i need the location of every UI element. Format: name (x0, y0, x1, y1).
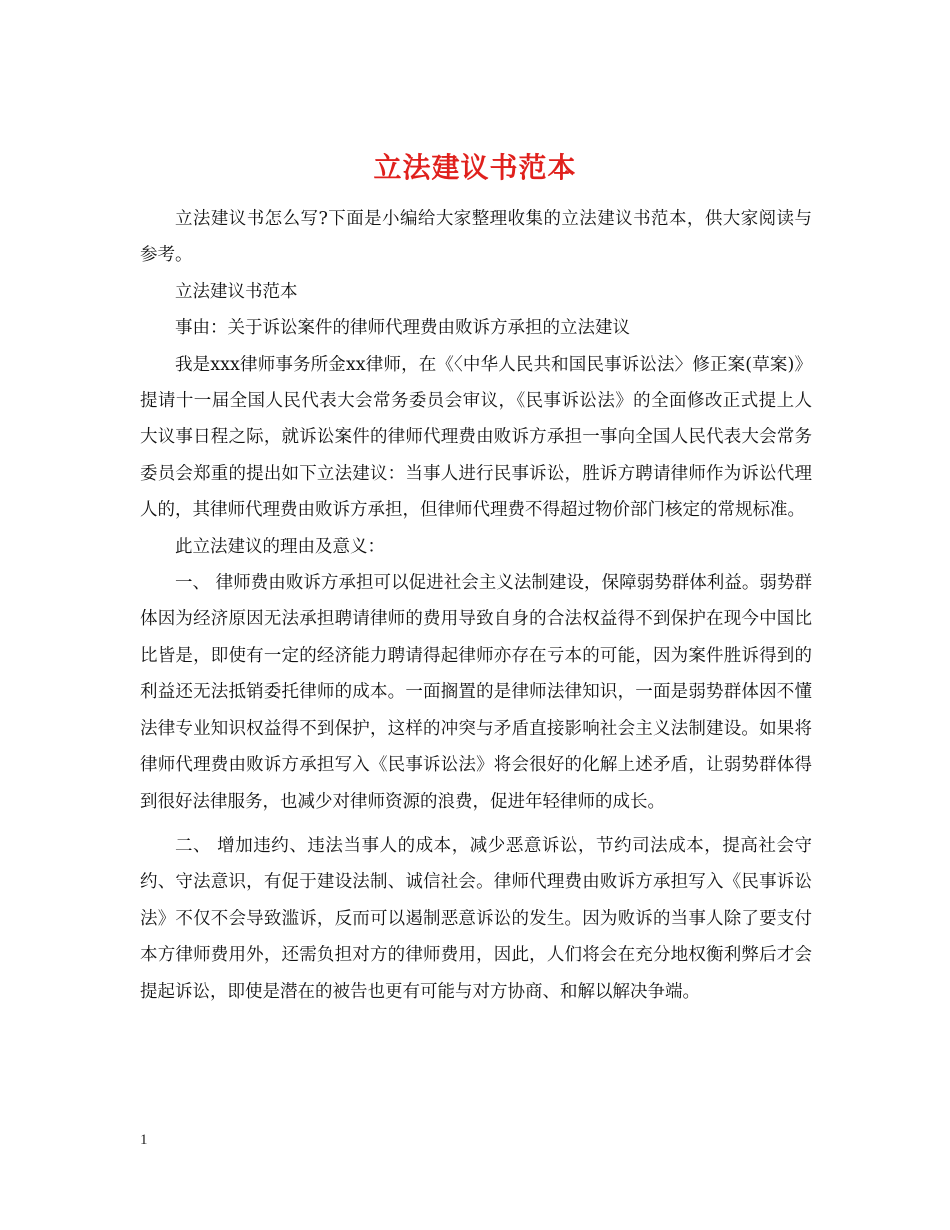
reason-two-paragraph: 二、 增加违约、违法当事人的成本，减少恶意诉讼，节约司法成本，提高社会守约、守法意识，有促于建设法制、诚信社会。律师代理费由败诉方承担写入《民事诉讼法》不仅不会导致滥诉，反而可以遏制恶意诉讼的发生。因为败诉的当事人除了要支付本方律师费用外，还需负担对方的律师费用，因此，人们将会在充分地权衡利弊后才会提起诉讼，即使是潜在的被告也更有可能与对方协商、和解以解决争端。 (140, 835, 812, 1002)
section-heading: 立法建议书范本 (175, 281, 298, 302)
page-number: 1 (140, 1132, 148, 1148)
paragraph-gap (140, 820, 812, 828)
intro-paragraph: 立法建议书怎么写?下面是小编给大家整理收集的立法建议书范本，供大家阅读与参考。 (140, 209, 812, 266)
document-title: 立法建议书范本 (373, 150, 577, 184)
reasons-heading: 此立法建议的理由及意义： (175, 536, 385, 557)
subject-line: 事由：关于诉讼案件的律师代理费由败诉方承担的立法建议 (175, 318, 630, 339)
proposal-paragraph: 我是xxx律师事务所金xx律师，在《〈中华人民共和国民事诉讼法〉修正案(草案)》提请十一届全国人民代表大会常务委员会审议，《民事诉讼法》的全面修改正式提上人大议事日程之际，就诉讼案件的律师代理费由败诉方承担一事向全国人民代表大会常务委员会郑重的提出如下立法建议：当事人进行民事诉讼，胜诉方聘请律师作为诉讼代理人的，其律师代理费由败诉方承担，但律师代理费不得超过物价部门核定的常规标准。 (140, 354, 812, 521)
document-body (140, 201, 812, 1010)
reason-one-paragraph: 一、 律师费由败诉方承担可以促进社会主义法制建设，保障弱势群体利益。弱势群体因为经济原因无法承担聘请律师的费用导致自身的合法权益得不到保护在现今中国比比皆是，即使有一定的经济能力聘请得起律师亦存在亏本的可能，因为案件胜诉得到的利益还无法抵销委托律师的成本。一面搁置的是律师法律知识，一面是弱势群体因不懂法律专业知识权益得不到保护，这样的冲突与矛盾直接影响社会主义法制建设。如果将律师代理费由败诉方承担写入《民事诉讼法》将会很好的化解上述矛盾，让弱势群体得到很好法律服务，也减少对律师资源的浪费，促进年轻律师的成长。 (140, 573, 812, 812)
